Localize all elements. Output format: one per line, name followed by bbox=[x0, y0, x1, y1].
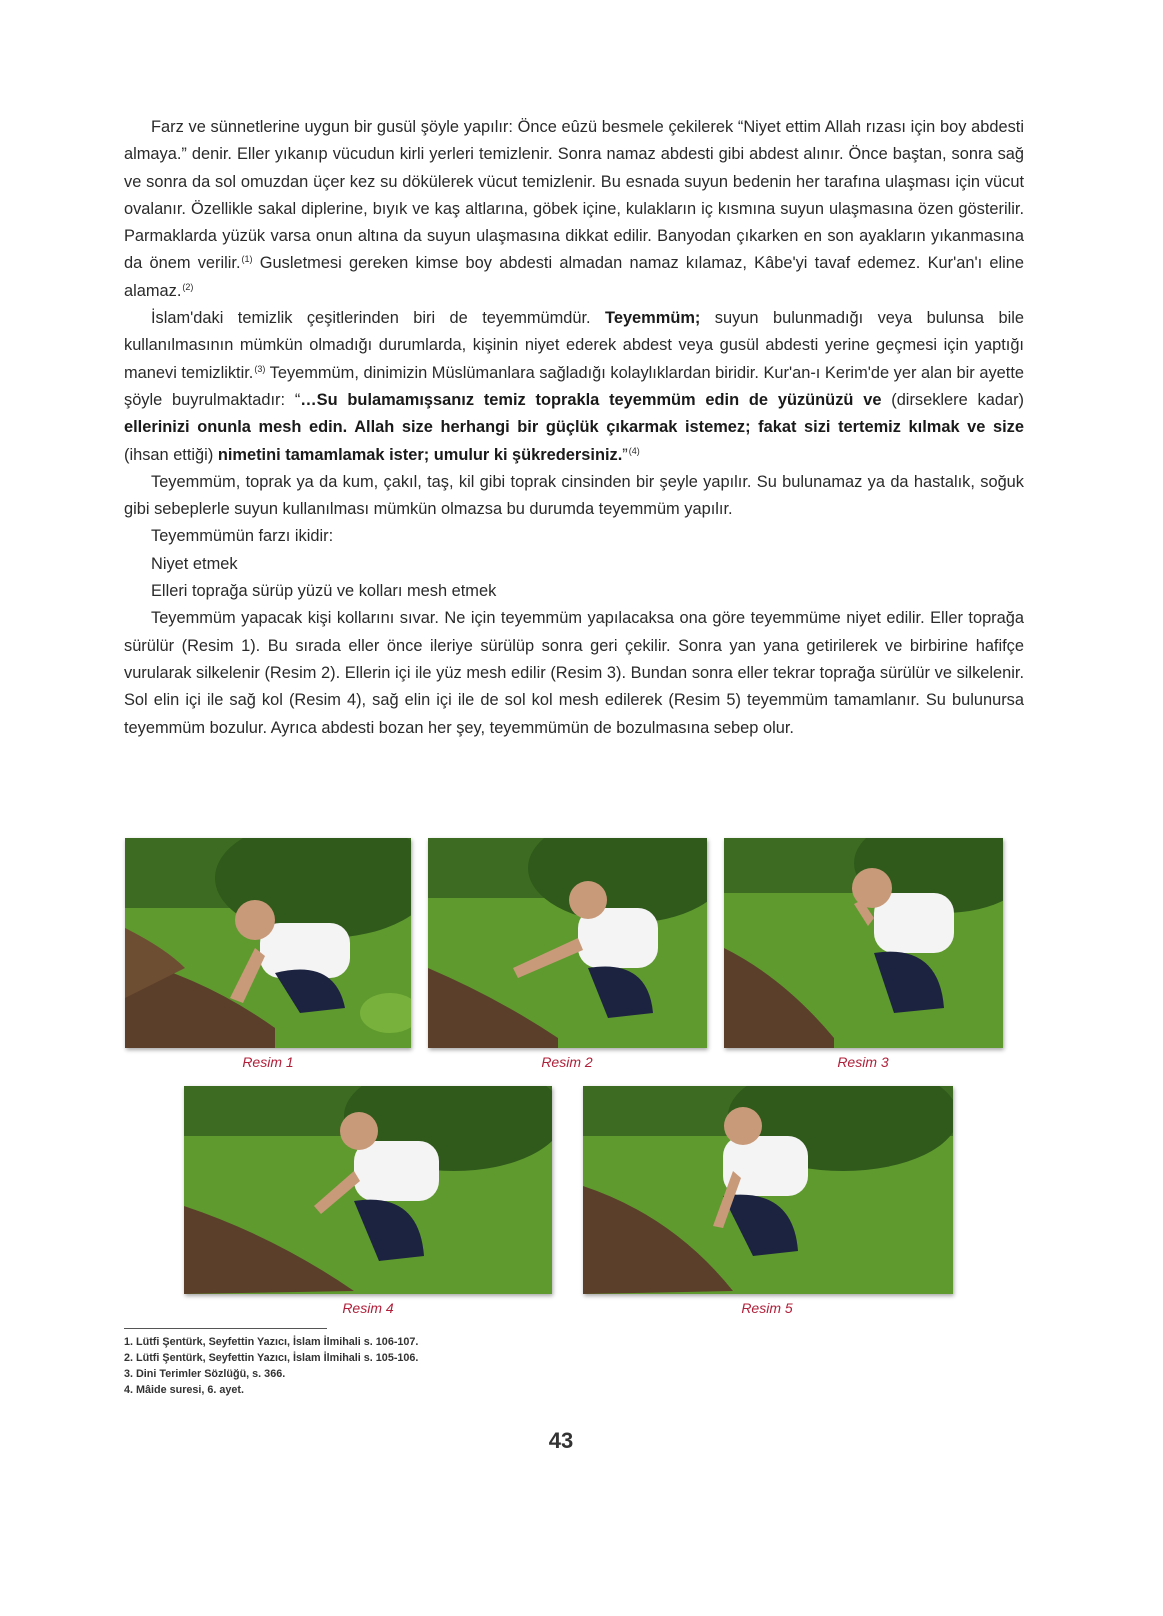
caption-resim-3: Resim 3 bbox=[837, 1054, 889, 1070]
paragraph-farz-1: Niyet etmek bbox=[151, 554, 238, 573]
caption-resim-2: Resim 2 bbox=[541, 1054, 593, 1070]
photo-resim-3 bbox=[724, 838, 1003, 1048]
paragraph-teyemmum-steps: Teyemmüm yapacak kişi kollarını sıvar. Ne için teyemmüm yapılacaksa ona göre teyemmüme niyet edilir. Eller toprağa sürülür (Resim 1). Bu sırada eller önce ileriye sürülüp sonra geri çekilir. Sonra yan yana getirilerek ve birbirine hafifçe vurularak silkelenir (Resim 2). Ellerin içi ile yüz mesh edilir (Resim 3). Bundan sonra eller tekrar toprağa sürülür ve silkelenir. Sol elin içi ile sağ kol (Resim 4), sağ elin içi ile de sol kol mesh edilerek (Resim 5) teyemmüm tamamlanır. Su bulunursa teyemmüm bozulur. Ayrıca abdesti bozan her şey, teyemmümün de bozulmasına sebep olur. bbox=[124, 609, 1024, 737]
footnote-2: 2. Lütfi Şentürk, Seyfettin Yazıcı, İslam İlmihali s. 105-106. bbox=[124, 1352, 419, 1364]
body-text bbox=[124, 114, 1024, 742]
photo-image bbox=[583, 1086, 953, 1294]
footnotes bbox=[124, 1334, 724, 1398]
paragraph-teyemmum-materials: Teyemmüm, toprak ya da kum, çakıl, taş, kil gibi toprak cinsinden bir şeyle yapılır. Su bulunamaz ya da hastalık, soğuk gibi sebeplerle suyun kullanılması mümkün olmazsa bu durumda teyemmüm yapılır. bbox=[124, 472, 1024, 519]
footnote-ref-4: (4) bbox=[628, 445, 640, 456]
photo-resim-1 bbox=[125, 838, 411, 1048]
footnote-1: 1. Lütfi Şentürk, Seyfettin Yazıcı, İslam İlmihali s. 106-107. bbox=[124, 1336, 419, 1348]
paragraph-gusul: Farz ve sünnetlerine uygun bir gusül şöyle yapılır: Önce eûzü besmele çekilerek “Niyet ettim Allah rızası için boy abdesti almaya.” denir. Eller yıkanıp vücudun kirli yerleri temizlenir. Sonra namaz abdesti gibi abdest alınır. Önce baştan, sonra sağ ve sonra da sol omuzdan üçer kez su dökülerek vücut temizlenir. Bu esnada suyun bedenin her tarafına ulaşması için vücut ovalanır. Özellikle sakal diplerine, bıyık ve kaş altlarına, göbek içine, kulakların iç kısmına suyun ulaşmasına özen gösterilir. Parmaklarda yüzük varsa onun altına da suyun ulaşmasına dikkat edilir. Banyodan çıkarken en son ayakların yıkanmasına da önem verilir.$^{(1)}$ Gusletmesi gereken kimse boy abdesti almadan namaz kılamaz, Kâbe'yi tavaf edemez. Kur'an'ı eline alamaz.$^{(2)}$ bbox=[124, 118, 1025, 300]
footnote-4: 4. Mâide suresi, 6. ayet. bbox=[124, 1384, 245, 1396]
photo-image bbox=[125, 838, 411, 1048]
caption-resim-1: Resim 1 bbox=[242, 1054, 294, 1070]
paragraph-farz-heading: Teyemmümün farzı ikidir: bbox=[151, 527, 334, 546]
footnote-3: 3. Dini Terimler Sözlüğü, s. 366. bbox=[124, 1368, 286, 1380]
caption-resim-5: Resim 5 bbox=[741, 1300, 793, 1316]
photo-image bbox=[428, 838, 707, 1048]
photo-resim-4 bbox=[184, 1086, 552, 1294]
footnote-divider bbox=[124, 1328, 327, 1329]
footnote-ref-1: (1) bbox=[241, 254, 253, 265]
paragraph-farz-2: Elleri toprağa sürüp yüzü ve kolları mesh etmek bbox=[151, 582, 497, 601]
page-number: 43 bbox=[548, 1428, 574, 1453]
photo-resim-5 bbox=[583, 1086, 953, 1294]
caption-resim-4: Resim 4 bbox=[342, 1300, 394, 1316]
footnote-ref-3: (3) bbox=[254, 363, 266, 374]
paragraph-teyemmum-definition: İslam'daki temizlik çeşitlerinden biri de teyemmümdür. Teyemmüm; suyun bulunmadığı veya bulunsa bile kullanılmasının mümkün olmadığı durumlarda, kişinin niyet ederek abdest veya gusül abdesti yerine geçmesi için yaptığı manevi temizliktir.$^{(3)}$ Teyemmüm, dinimizin Müslümanlara sağladığı kolaylıklardan biridir. Kur'an-ı Kerim'de yer alan bir ayette şöyle buyrulmaktadır: “…Su bulamamışsanız temiz toprakla teyemmüm edin de yüzünüzü ve (dirseklere kadar) ellerinizi onunla mesh edin. Allah size herhangi bir güçlük çıkarmak istemez; fakat sizi tertemiz kılmak ve size (ihsan ettiği) nimetini tamamlamak ister; umulur ki şükredersiniz.”$^{(4)}$ bbox=[124, 309, 1025, 464]
footnote-ref-2: (2) bbox=[182, 281, 194, 292]
photo-resim-2 bbox=[428, 838, 707, 1048]
photo-image bbox=[184, 1086, 552, 1294]
photo-image bbox=[724, 838, 1003, 1048]
